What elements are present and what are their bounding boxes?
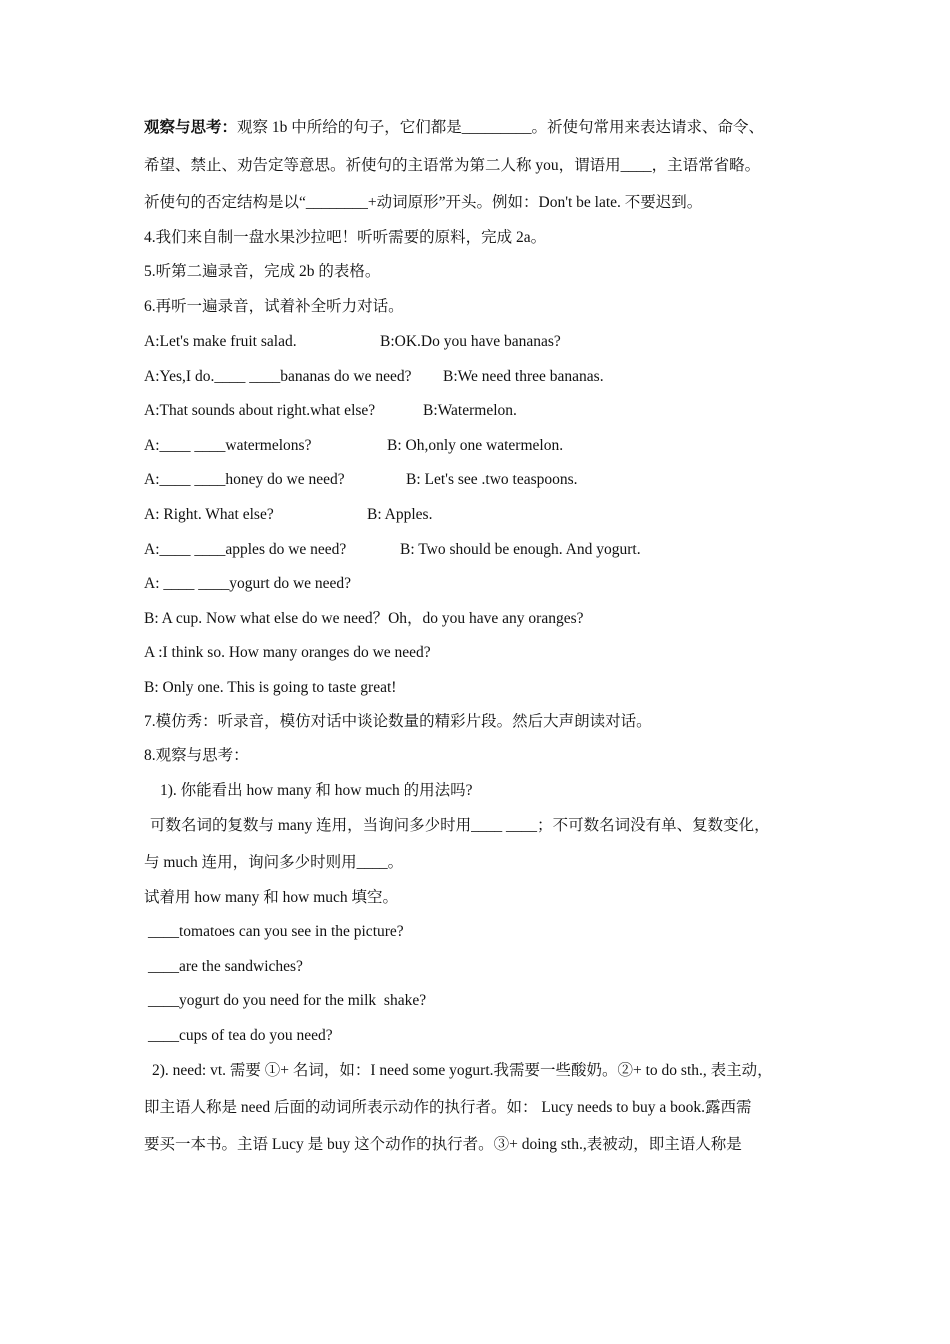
sub-question-1: 1). 你能看出 how many 和 how much 的用法吗? [160, 782, 473, 799]
dialogue-line-a: A:That sounds about right.what else? [144, 402, 376, 419]
sub-1-line-1: 可数名词的复数与 many 连用，当询问多少时用____ ____；不可数名词没有单、复数变化， [150, 817, 770, 834]
sub-2-line-3: 要买一本书。主语 Lucy 是 buy 这个动作的执行者。③+ doing sth.,表被动，即主语人称是 [144, 1136, 742, 1153]
dialogue-line-a: A:____ ____watermelons? [144, 437, 312, 454]
dialogue-line-a: A:Yes,I do.____ ____bananas do we need? [144, 368, 412, 385]
sub-2-line-1: 2). need: vt. 需要 ①+ 名词，如：I need some yogurt.我需要一些酸奶。②+ to do sth., 表主动， [152, 1062, 773, 1079]
dialogue-line-a: A:____ ____honey do we need? [144, 471, 345, 488]
fill-blank-item: ____yogurt do you need for the milk shake? [148, 992, 427, 1009]
item-5: 5.听第二遍录音，完成 2b 的表格。 [144, 263, 381, 280]
item-4: 4.我们来自制一盘水果沙拉吧！听听需要的原料，完成 2a。 [144, 229, 547, 246]
dialogue-line-a: A:Let's make fruit salad. [144, 333, 297, 350]
observe-label: 观察与思考： [144, 119, 238, 136]
dialogue-line-b: B: Let's see .two teaspoons. [406, 471, 578, 488]
sub-1-line-3: 试着用 how many 和 how much 填空。 [144, 889, 399, 906]
dialogue-line-b: B:OK.Do you have bananas? [380, 333, 561, 350]
observe-paragraph-line-1: 观察与思考：观察 1b 中所给的句子，它们都是_________。祈使句常用来表达请求、命令、 [144, 119, 765, 136]
dialogue-line-a: A: Right. What else? [144, 506, 274, 523]
dialogue-line-b: B:Watermelon. [423, 402, 517, 419]
dialogue-line-b: B: Apples. [367, 506, 433, 523]
dialogue-line-b: B: Two should be enough. And yogurt. [400, 541, 641, 558]
item-8: 8.观察与思考： [144, 747, 249, 764]
dialogue-line-b: B: Oh,only one watermelon. [387, 437, 564, 454]
item-6: 6.再听一遍录音，试着补全听力对话。 [144, 298, 404, 315]
observe-paragraph-line-3: 祈使句的否定结构是以“________+动词原形”开头。例如：Don't be late. 不要迟到。 [144, 194, 703, 211]
dialogue-line-a: B: A cup. Now what else do we need？Oh，do you have any oranges? [144, 610, 584, 627]
fill-blank-item: ____are the sandwiches? [148, 958, 303, 975]
dialogue-line-a: A: ____ ____yogurt do we need? [144, 575, 352, 592]
dialogue-line-b: B:We need three bananas. [443, 368, 604, 385]
dialogue-line-a: A :I think so. How many oranges do we need? [144, 644, 431, 661]
fill-blank-item: ____tomatoes can you see in the picture? [148, 923, 404, 940]
observe-paragraph-line-2: 希望、禁止、劝告定等意思。祈使句的主语常为第二人称 you，谓语用____，主语常省略。 [144, 157, 761, 174]
dialogue-line-a: A:____ ____apples do we need? [144, 541, 347, 558]
dialogue-line-a: B: Only one. This is going to taste great! [144, 679, 397, 696]
sub-2-line-2: 即主语人称是 need 后面的动词所表示动作的执行者。如： Lucy needs to buy a book.露西需 [144, 1099, 752, 1116]
item-7: 7.模仿秀：听录音，模仿对话中谈论数量的精彩片段。然后大声朗读对话。 [144, 713, 652, 730]
sub-1-line-2: 与 much 连用，询问多少时则用____。 [144, 854, 404, 871]
fill-blank-item: ____cups of tea do you need? [148, 1027, 333, 1044]
